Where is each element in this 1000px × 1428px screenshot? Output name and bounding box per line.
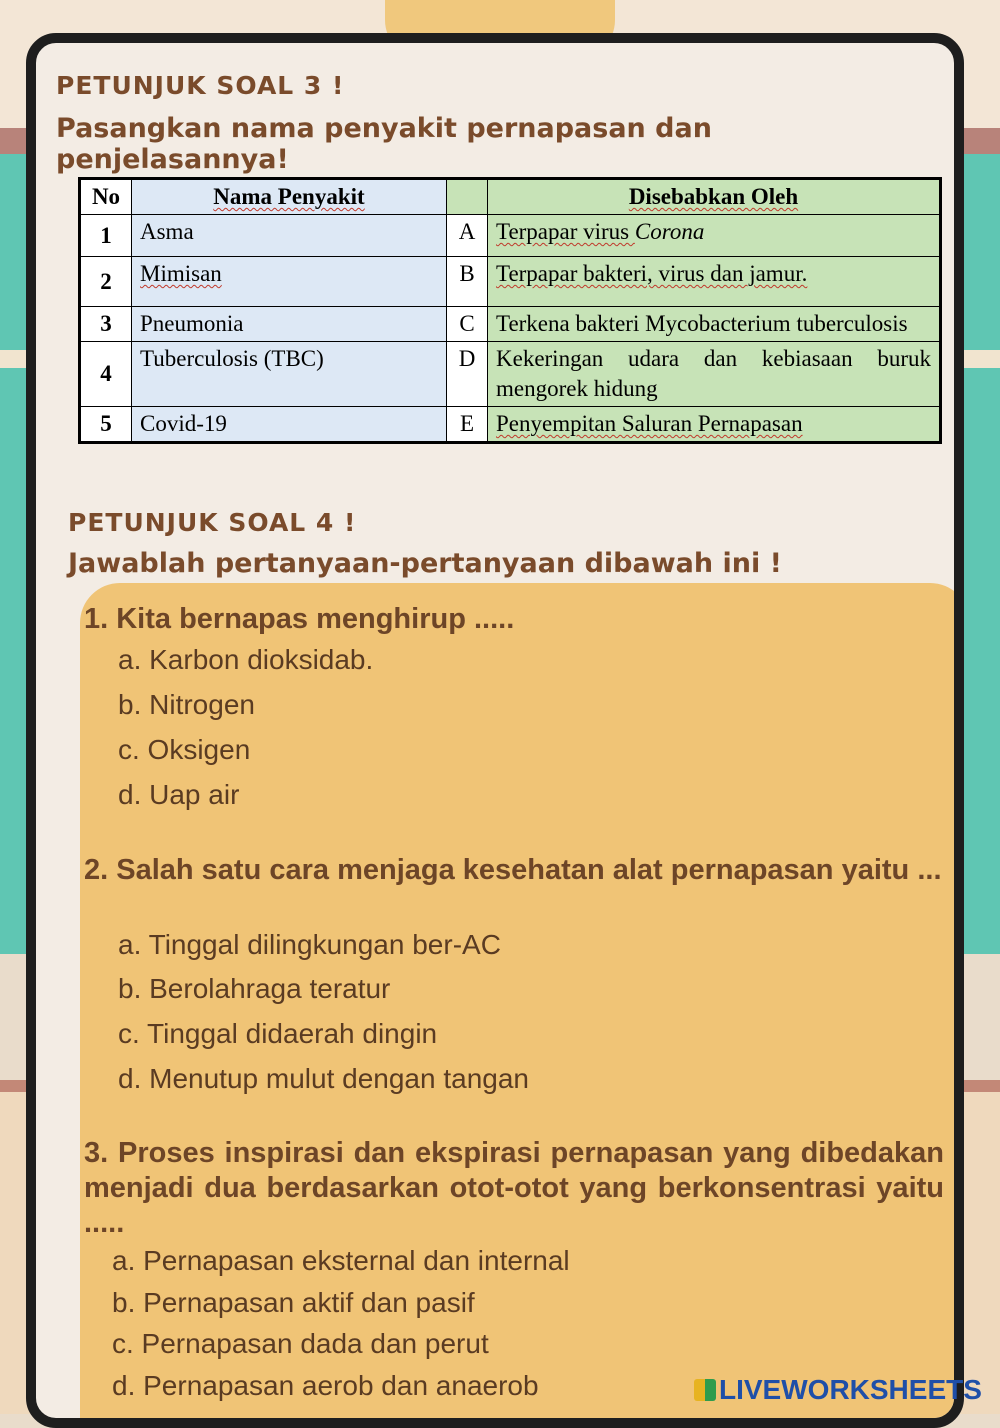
row-name: Asma — [132, 215, 447, 257]
table-row — [80, 257, 941, 307]
row-letter: A — [447, 215, 488, 257]
section3-title: PETUNJUK SOAL 3 ! — [56, 71, 345, 100]
question-1-option-d[interactable]: d. Uap air — [118, 779, 240, 810]
question-2-option-d[interactable]: d. Menutup mulut dengan tangan — [118, 1063, 529, 1094]
row-cause: Kekeringan udara dan kebiasaan buruk mengorek hidung — [488, 342, 941, 407]
header-letter — [447, 179, 488, 215]
row-cause — [488, 257, 941, 307]
header-no: No — [80, 179, 132, 215]
row-cause — [488, 215, 941, 257]
row-no: 4 — [80, 342, 132, 407]
question-3-option-d[interactable]: d. Pernapasan aerob dan anaerob — [112, 1370, 539, 1401]
header-name — [132, 179, 447, 215]
row-cause-text: Penyempitan Saluran Pernapasan — [496, 411, 803, 436]
question-1: 1. Kita bernapas menghirup ..... — [84, 603, 515, 635]
question-2-option-c[interactable]: c. Tinggal didaerah dingin — [118, 1018, 438, 1049]
question-1-option-b[interactable]: b. Nitrogen — [118, 689, 255, 720]
section3-instruction: Pasangkan nama penyakit pernapasan dan penjelasannya! — [56, 113, 712, 175]
row-letter: D — [447, 342, 488, 407]
row-name — [132, 257, 447, 307]
liveworksheets-logo-icon — [694, 1379, 716, 1401]
table-row — [80, 307, 941, 342]
table-header-row — [80, 179, 941, 215]
row-name: Covid-19 — [132, 407, 447, 443]
row-cause-emphasis: Corona — [634, 219, 705, 244]
section4-instruction: Jawablah pertanyaan-pertanyaan dibawah ini ! — [68, 548, 782, 579]
header-cause — [488, 179, 941, 215]
question-2: 2. Salah satu cara menjaga kesehatan alat pernapasan yaitu ... — [84, 854, 942, 886]
question-2-option-b[interactable]: b. Berolahraga teratur — [118, 973, 391, 1004]
question-1-option-a[interactable]: a. Karbon dioksidab. — [118, 644, 374, 675]
row-letter: B — [447, 257, 488, 307]
row-cause — [488, 407, 941, 443]
matching-table — [78, 177, 942, 444]
section4-title: PETUNJUK SOAL 4 ! — [68, 508, 357, 537]
liveworksheets-logo[interactable] — [694, 1374, 982, 1406]
question-3: 3. Proses inspirasi dan ekspirasi pernapasan yang dibedakan menjadi dua berdasarkan otot-otot yang berkonsentrasi yaitu ..... — [84, 1137, 944, 1239]
row-no: 2 — [80, 257, 132, 307]
row-cause-text: Terpapar virus — [496, 219, 635, 244]
table-row — [80, 215, 941, 257]
header-cause-text: Disebabkan Oleh — [628, 184, 799, 209]
row-no: 1 — [80, 215, 132, 257]
logo-text: LIVEWORKSHEETS — [719, 1374, 982, 1405]
row-name-text: Mimisan — [140, 261, 222, 286]
header-name-text: Nama Penyakit — [213, 184, 365, 209]
question-3-option-a[interactable]: a. Pernapasan eksternal dan internal — [112, 1245, 570, 1276]
row-name: Pneumonia — [132, 307, 447, 342]
question-3-option-b[interactable]: b. Pernapasan aktif dan pasif — [112, 1287, 475, 1318]
row-no: 3 — [80, 307, 132, 342]
row-cause-text: Terpapar bakteri, virus dan jamur. — [496, 261, 808, 286]
row-no: 5 — [80, 407, 132, 443]
row-name: Tuberculosis (TBC) — [132, 342, 447, 407]
table-row — [80, 342, 941, 407]
row-letter: E — [447, 407, 488, 443]
row-cause: Terkena bakteri Mycobacterium tuberculosis — [488, 307, 941, 342]
question-1-option-c[interactable]: c. Oksigen — [118, 734, 251, 765]
table-row — [80, 407, 941, 443]
question-2-option-a[interactable]: a. Tinggal dilingkungan ber-AC — [118, 929, 501, 960]
question-3-option-c[interactable]: c. Pernapasan dada dan perut — [112, 1328, 489, 1359]
row-letter: C — [447, 307, 488, 342]
